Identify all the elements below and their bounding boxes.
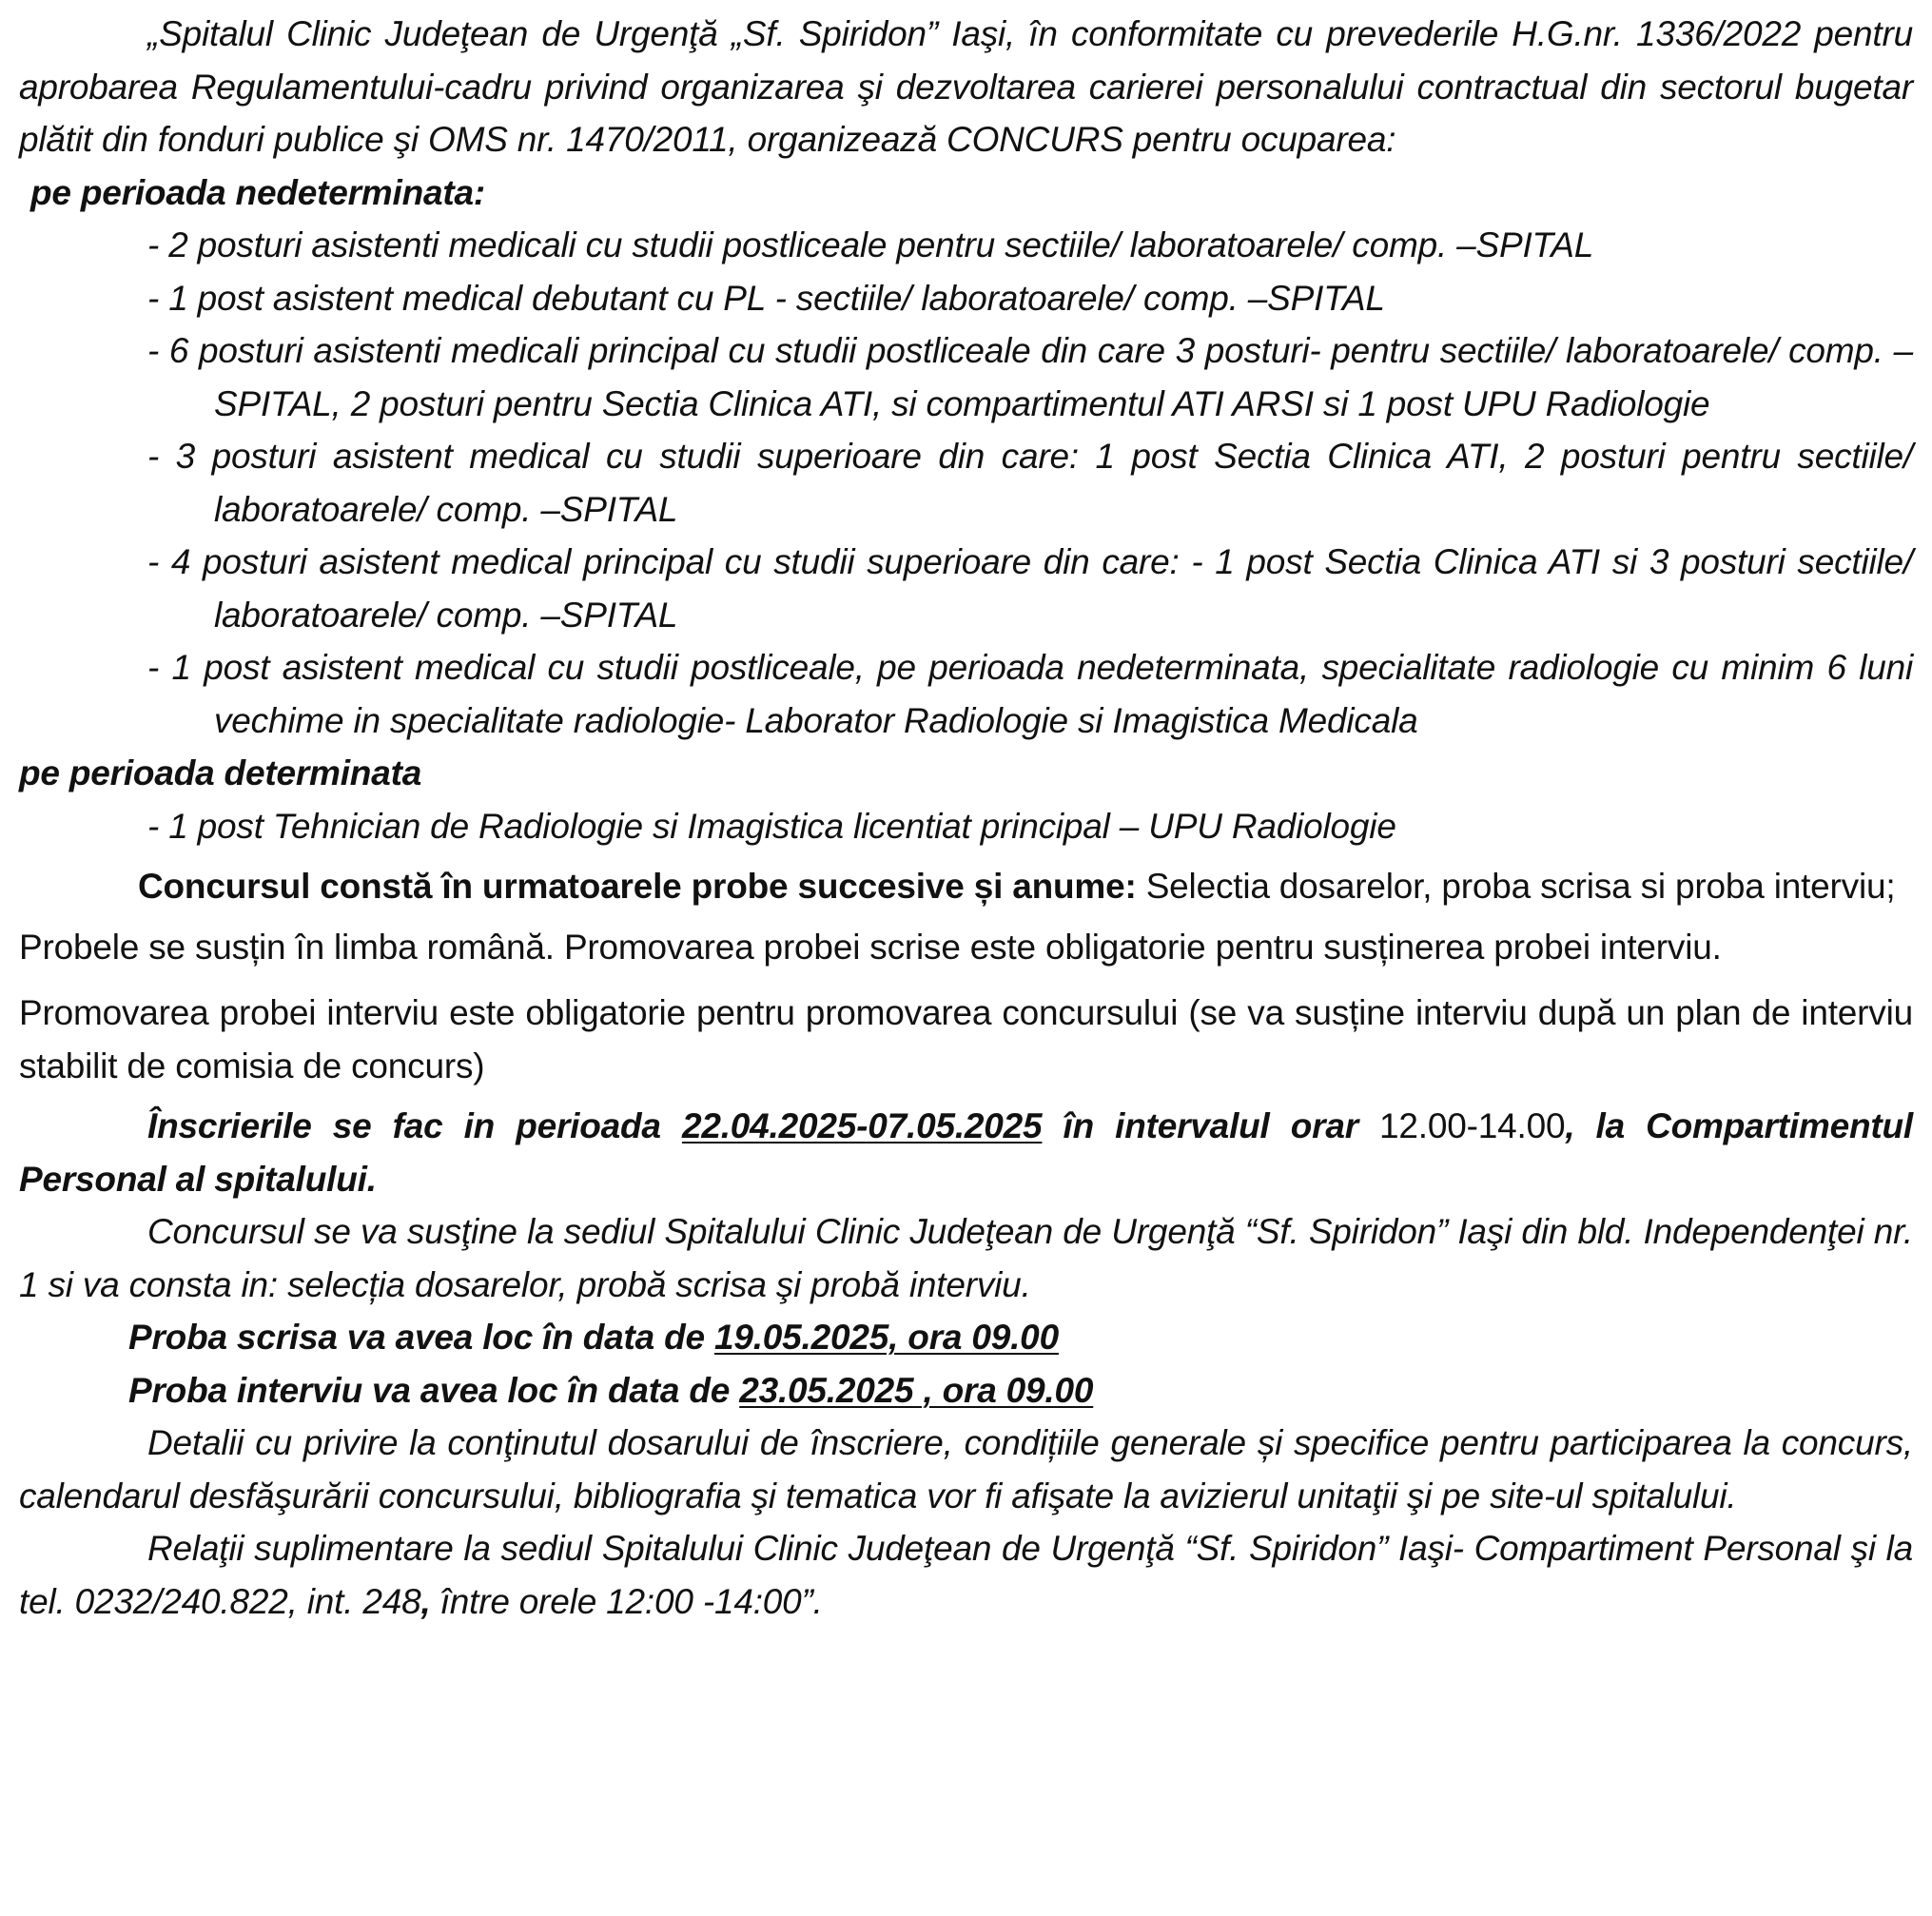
list-item: - 1 post asistent medical debutant cu PL - sectiile/ laboratoarele/ comp. –SPITAL — [147, 278, 1385, 318]
intro-paragraph: „Spitalul Clinic Judeţean de Urgenţă „Sf. Spiridon” Iaşi, în conformitate cu prevederile H.G.nr. 1336/2022 pentru aprobarea Regulamentului-cadru privind organizarea şi dezvoltarea carierei personalului contractual din sectorul bugetar plătit din fonduri publice şi OMS nr. 1470/2011, organizează CONCURS pentru ocuparea: — [19, 14, 1913, 159]
inscrieri-hours: 12.00-14.00 — [1379, 1106, 1566, 1145]
promovare-interviu-paragraph: Promovarea probei interviu este obligatorie pentru promovarea concursului (se va susține interviu după un plan de interviu stabilit de comisia de concurs) — [19, 993, 1913, 1085]
proba-scrisa-date: 19.05.2025, ora 09.00 — [713, 1318, 1059, 1357]
relatii-text-3: între orele 12:00 -14:00”. — [430, 1581, 823, 1621]
probe-paragraph — [19, 860, 1913, 913]
proba-interviu-line — [19, 1364, 1913, 1417]
probe-label: Concursul constă în urmatoarele probe succesive și anume: — [138, 867, 1137, 906]
inscrieri-text-1: Înscrierile se fac in perioada — [147, 1106, 682, 1145]
sediu-paragraph: Concursul se va susţine la sediul Spitalului Clinic Judeţean de Urgenţă “Sf. Spiridon” Iaşi din bld. Independenţei nr. 1 si va consta in: selecția dosarelor, probă scrisa şi probă interviu. — [19, 1212, 1913, 1304]
inscrieri-paragraph — [19, 1100, 1913, 1205]
heading-nedeterminata: pe perioada nedeterminata: — [30, 172, 485, 212]
proba-interviu-label: Proba interviu va avea loc în data de — [128, 1370, 740, 1410]
heading-determinata: pe perioada determinata — [19, 753, 422, 792]
probe-limba-paragraph: Probele se susțin în limba română. Promovarea probei scrise este obligatorie pentru susținerea probei interviu. — [19, 927, 1722, 967]
relatii-text-1: Relaţii suplimentare la sediul Spitalului Clinic Judeţean de Urgenţă “Sf. Spiridon” Iaşi- Compartiment Personal şi la tel. 0232/240.822, int. 248 — [19, 1529, 1913, 1621]
list-item: - 2 posturi asistenti medicali cu studii postliceale pentru sectiile/ laboratoarele/ comp. –SPITAL — [147, 225, 1594, 264]
relatii-comma: , — [420, 1581, 431, 1621]
list-item: - 3 posturi asistent medical cu studii superioare din care: 1 post Sectia Clinica ATI, 2 posturi pentru sectiile/ laboratoarele/ comp. –SPITAL — [147, 437, 1913, 529]
detalii-paragraph: Detalii cu privire la conţinutul dosarului de înscriere, condițiile generale și specifice pentru participarea la concurs, calendarul desfăşurării concursului, bibliografia şi tematica vor fi afişate la avizierul unitaţii şi pe site-ul spitalului. — [19, 1423, 1913, 1515]
inscrieri-period: 22.04.2025-07.05.2025 — [681, 1106, 1043, 1145]
inscrieri-text-3: , la Compartimentul Personal al spitalului. — [19, 1106, 1913, 1199]
list-item: - 6 posturi asistenti medicali principal cu studii postliceale din care 3 posturi- pentru sectiile/ laboratoarele/ comp. –SPITAL, 2 posturi pentru Sectia Clinica ATI, si compartimentul ATI ARSI si 1 post UPU Radiologie — [147, 331, 1913, 423]
inscrieri-text-2: în intervalul orar — [1042, 1106, 1380, 1145]
probe-text: Selectia dosarelor, proba scrisa si proba interviu; — [1136, 867, 1896, 906]
list-determinata — [19, 800, 1913, 853]
list-item: - 4 posturi asistent medical principal cu studii superioare din care: - 1 post Sectia Clinica ATI si 3 posturi sectiile/ laboratoarele/ comp. –SPITAL — [147, 542, 1913, 635]
proba-scrisa-label: Proba scrisa va avea loc în data de — [128, 1318, 714, 1357]
list-nedeterminata — [19, 219, 1913, 747]
proba-scrisa-line — [19, 1311, 1913, 1364]
proba-interviu-date: 23.05.2025 , ora 09.00 — [739, 1370, 1094, 1410]
list-item: - 1 post Tehnician de Radiologie si Imagistica licentiat principal – UPU Radiologie — [147, 806, 1396, 846]
list-item: - 1 post asistent medical cu studii postliceale, pe perioada nedeterminata, specialitate radiologie cu minim 6 luni vechime in specialitate radiologie- Laborator Radiologie si Imagistica Medicala — [147, 648, 1913, 740]
relatii-paragraph — [19, 1522, 1913, 1628]
